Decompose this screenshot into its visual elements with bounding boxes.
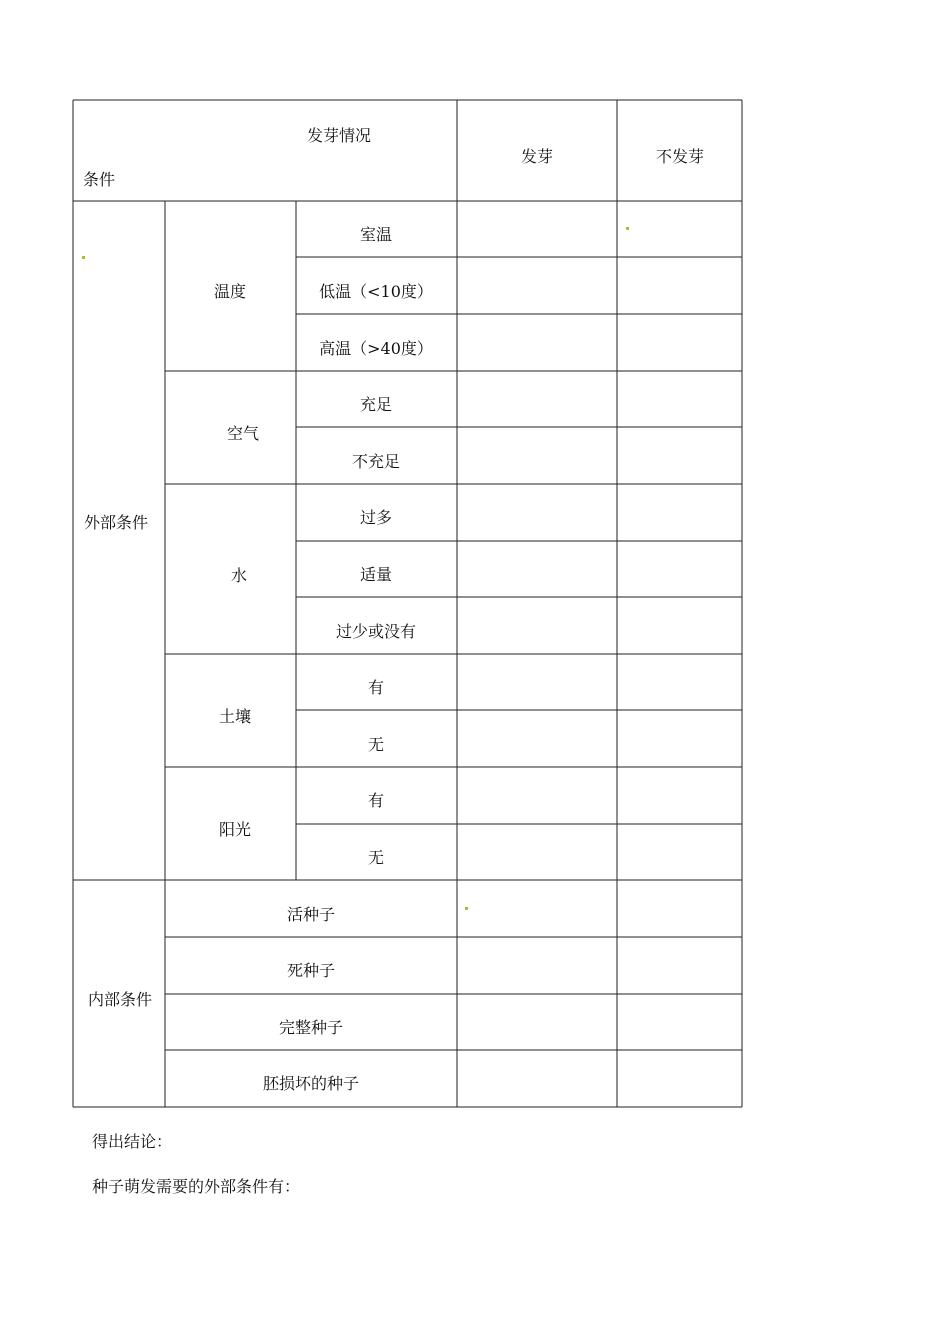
group-soil: 土壤 (218, 707, 252, 726)
group-air: 空气 (226, 424, 260, 443)
stray-mark (82, 256, 85, 259)
group-temperature: 温度 (213, 282, 247, 301)
option-soil-no: 无 (367, 735, 385, 754)
header-not-germinate: 不发芽 (655, 147, 705, 166)
conclusion-external-conditions: 种子萌发需要的外部条件有： (92, 1177, 301, 1196)
group-sunlight: 阳光 (218, 820, 252, 839)
option-water-moderate: 适量 (359, 565, 393, 584)
option-high-temp: 高温（>40度） (319, 339, 433, 358)
stray-mark (626, 227, 629, 230)
header-germinate: 发芽 (520, 147, 554, 166)
option-low-temp: 低温（<10度） (319, 282, 433, 301)
option-air-insufficient: 不充足 (351, 452, 401, 471)
conclusion-heading: 得出结论： (92, 1132, 173, 1151)
internal-dead-seed: 死种子 (286, 961, 336, 980)
option-water-excess: 过多 (359, 508, 393, 527)
stray-mark (465, 907, 468, 910)
group-water: 水 (230, 566, 248, 585)
option-sun-yes: 有 (367, 791, 385, 810)
option-sun-no: 无 (367, 848, 385, 867)
option-soil-yes: 有 (367, 678, 385, 697)
category-internal: 内部条件 (87, 990, 153, 1009)
header-diagonal-top: 发芽情况 (307, 126, 372, 145)
internal-live-seed: 活种子 (286, 905, 336, 924)
option-air-sufficient: 充足 (359, 395, 393, 414)
header-diagonal-bottom: 条件 (83, 170, 116, 189)
internal-damaged-seed: 胚损坏的种子 (262, 1074, 360, 1093)
category-external: 外部条件 (83, 513, 149, 532)
option-water-little: 过少或没有 (335, 622, 417, 641)
internal-whole-seed: 完整种子 (278, 1018, 344, 1037)
option-room-temp: 室温 (359, 225, 393, 244)
